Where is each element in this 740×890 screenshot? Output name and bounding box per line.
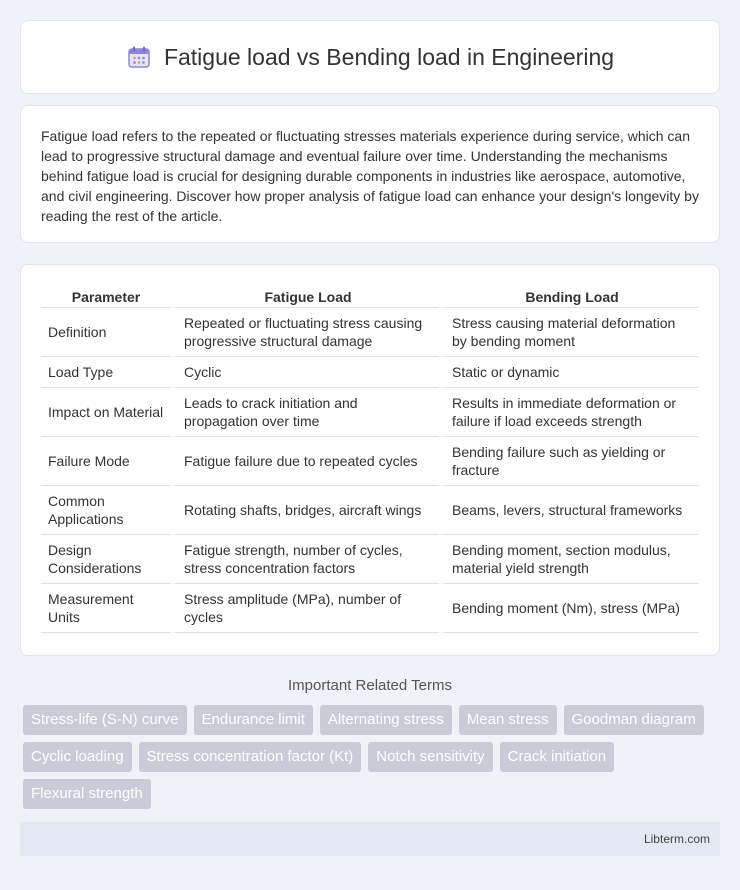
- row-parameter: Design Considerations: [41, 535, 171, 584]
- row-bending-value: Bending moment, section modulus, material yield strength: [439, 535, 699, 584]
- row-fatigue-value: Cyclic: [171, 357, 439, 388]
- row-bending-value: Beams, levers, structural frameworks: [439, 486, 699, 535]
- row-bending-value: Stress causing material deformation by bending moment: [439, 308, 699, 357]
- table-row: [41, 388, 699, 437]
- term-tag[interactable]: Alternating stress: [320, 705, 452, 735]
- header-fatigue-load: Fatigue Load: [171, 285, 439, 308]
- table-row: [41, 357, 699, 388]
- row-fatigue-value: Stress amplitude (MPa), number of cycles: [171, 584, 439, 633]
- footer: [20, 822, 720, 856]
- table-header-row: [41, 285, 699, 308]
- header-parameter: Parameter: [41, 285, 171, 308]
- row-fatigue-value: Leads to crack initiation and propagation over time: [171, 388, 439, 437]
- row-bending-value: Static or dynamic: [439, 357, 699, 388]
- row-bending-value: Results in immediate deformation or failure if load exceeds strength: [439, 388, 699, 437]
- term-tag[interactable]: Notch sensitivity: [368, 742, 492, 772]
- related-terms-title: Important Related Terms: [288, 677, 452, 694]
- term-tag[interactable]: Goodman diagram: [564, 705, 704, 735]
- row-parameter: Impact on Material: [41, 388, 171, 437]
- row-parameter: Measurement Units: [41, 584, 171, 633]
- row-bending-value: Bending failure such as yielding or fracture: [439, 437, 699, 486]
- term-tag[interactable]: Endurance limit: [194, 705, 313, 735]
- page-title: Fatigue load vs Bending load in Engineering: [163, 43, 615, 70]
- table-row: [41, 308, 699, 357]
- table-row: [41, 486, 699, 535]
- term-tag[interactable]: Stress-life (S-N) curve: [23, 705, 187, 735]
- table-row: [41, 535, 699, 584]
- table-row: [41, 584, 699, 633]
- comparison-section: [20, 264, 720, 656]
- row-fatigue-value: Fatigue strength, number of cycles, stress concentration factors: [171, 535, 439, 584]
- calendar-icon: [126, 44, 152, 70]
- term-tag[interactable]: Cyclic loading: [23, 742, 132, 772]
- page-header: [20, 20, 720, 94]
- term-tag[interactable]: Flexural strength: [23, 779, 151, 809]
- row-fatigue-value: Repeated or fluctuating stress causing progressive structural damage: [171, 308, 439, 357]
- related-terms-list: [20, 705, 720, 809]
- comparison-table: [41, 285, 699, 633]
- row-fatigue-value: Rotating shafts, bridges, aircraft wings: [171, 486, 439, 535]
- term-tag[interactable]: Mean stress: [459, 705, 557, 735]
- intro-section: [20, 105, 720, 243]
- intro-text: Fatigue load refers to the repeated or fluctuating stresses materials experience during service, which can lead to progressive structural damage and eventual failure over time. Understanding the mechanisms behind fatigue load is crucial for designing durable components in industries like aerospace, automotive, and civil engineering. Discover how proper analysis of fatigue load can enhance your design's longevity by reading the rest of the article.: [41, 128, 699, 224]
- row-fatigue-value: Fatigue failure due to repeated cycles: [171, 437, 439, 486]
- table-row: [41, 437, 699, 486]
- term-tag[interactable]: Crack initiation: [500, 742, 614, 772]
- header-bending-load: Bending Load: [439, 285, 699, 308]
- row-parameter: Common Applications: [41, 486, 171, 535]
- row-parameter: Load Type: [41, 357, 171, 388]
- term-tag[interactable]: Stress concentration factor (Kt): [139, 742, 362, 772]
- footer-brand-link[interactable]: Libterm.com: [643, 832, 710, 846]
- row-parameter: Failure Mode: [41, 437, 171, 486]
- row-bending-value: Bending moment (Nm), stress (MPa): [439, 584, 699, 633]
- row-parameter: Definition: [41, 308, 171, 357]
